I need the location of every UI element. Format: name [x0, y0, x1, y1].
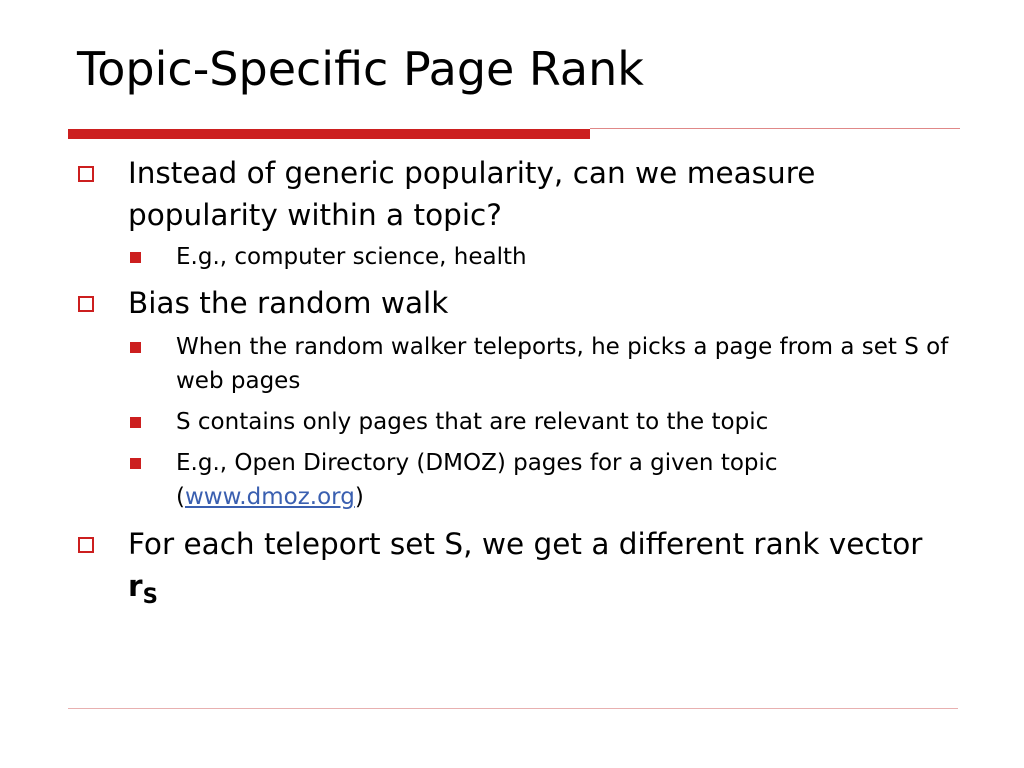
slide-title: Topic-Specific Page Rank [77, 42, 644, 96]
bullet-2-sub-2: S contains only pages that are relevant to the topic [176, 409, 769, 435]
bullet-2-sub-3 [176, 446, 956, 514]
hollow-square-bullet-icon [78, 166, 94, 182]
bullet-1-text: Instead of generic popularity, can we measure popularity within a topic? [128, 156, 816, 232]
title-underline-thick [68, 129, 590, 139]
footer-divider [68, 708, 958, 709]
bullet-2-sub-1: When the random walker teleports, he picks a page from a set S of web pages [176, 334, 949, 394]
bullet-1-sub-1: E.g., computer science, health [176, 244, 527, 270]
filled-square-bullet-icon [130, 342, 141, 353]
rank-vector-subscript: S [142, 584, 158, 610]
filled-square-bullet-icon [130, 417, 141, 428]
hollow-square-bullet-icon [78, 296, 94, 312]
dmoz-link[interactable]: www.dmoz.org [184, 484, 355, 510]
bullet-2-sub-3-suffix: ) [354, 484, 364, 510]
filled-square-bullet-icon [130, 458, 141, 469]
bullet-3-text [128, 523, 958, 611]
bullet-3-prefix: For each teleport set S, we get a different rank vector [128, 527, 923, 561]
rank-vector-symbol: r [128, 569, 143, 603]
title-underline-thin [590, 128, 960, 129]
bullet-2-sub-3-prefix: E.g., Open Directory (DMOZ) pages for a given topic ( [176, 450, 778, 510]
filled-square-bullet-icon [130, 252, 141, 263]
bullet-2-text: Bias the random walk [128, 286, 449, 320]
hollow-square-bullet-icon [78, 537, 94, 553]
